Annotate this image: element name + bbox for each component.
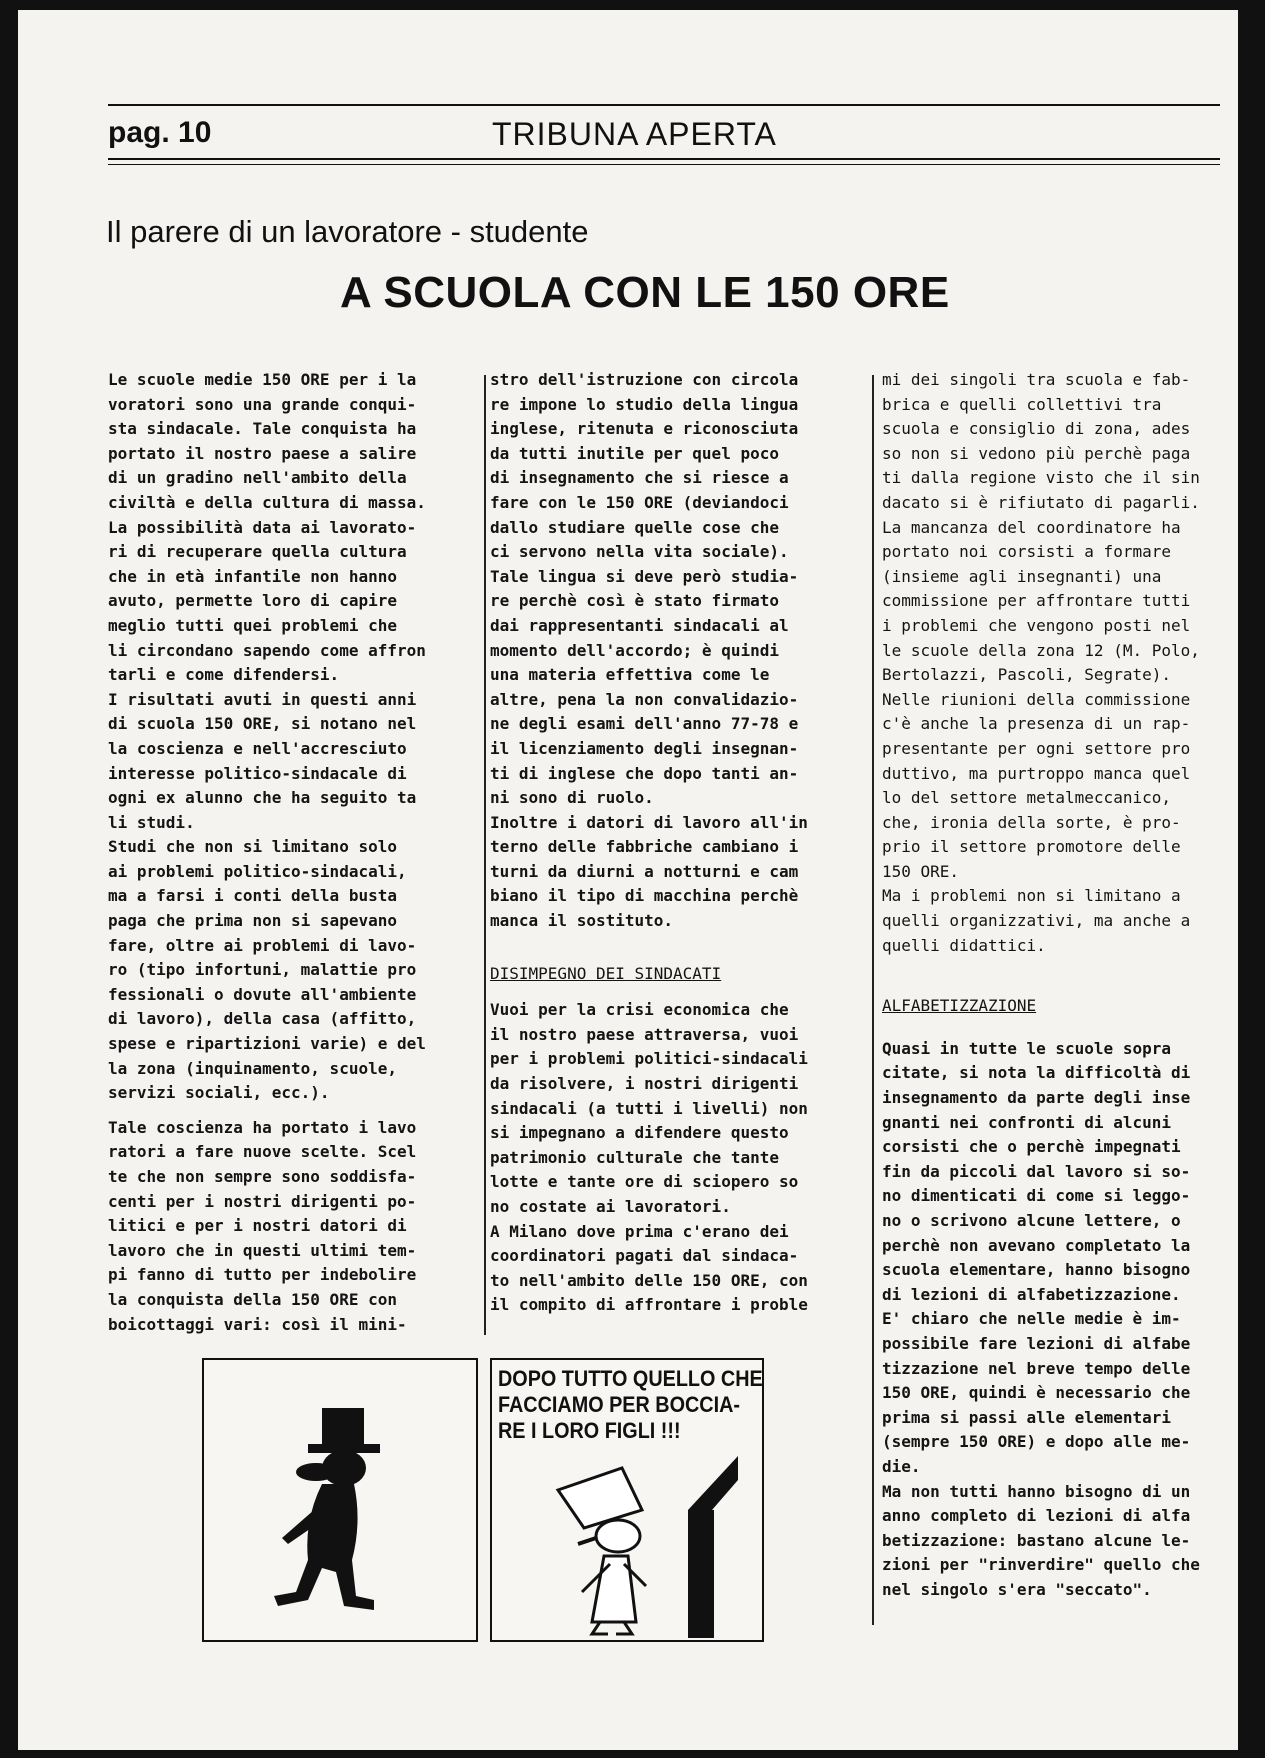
text-line: lo del settore metalmeccanico,: [882, 788, 1171, 808]
cartoon-panel-right: [490, 1358, 764, 1642]
text-line: La mancanza del coordinatore ha: [882, 517, 1181, 537]
text-line: tizzazione nel breve tempo delle: [882, 1358, 1191, 1378]
text-line: dacato si è rifiutato di pagarli.: [882, 492, 1200, 512]
text-line: centi per i nostri dirigenti po-: [108, 1191, 417, 1211]
text-line: di lezioni di alfabetizzazione.: [882, 1284, 1181, 1304]
publication-title: TRIBUNA APERTA: [492, 116, 777, 152]
text-line: sindacali (a tutti i livelli) non: [490, 1098, 808, 1118]
text-line: quelli organizzativi, ma anche a: [882, 911, 1191, 931]
text-line: presentante per ogni settore pro: [882, 738, 1191, 758]
text-line: portato noi corsisti a formare: [882, 542, 1171, 562]
text-line: lavoro che in questi ultimi tem-: [108, 1240, 417, 1260]
text-line: no dimenticati di come si leggo-: [882, 1186, 1191, 1206]
cartoon-figure-illustration: [492, 1360, 762, 1640]
text-line: le scuole della zona 12 (M. Polo,: [882, 640, 1200, 660]
text-line: di un gradino nell'ambito della: [108, 468, 407, 488]
text-line: che in età infantile non hanno: [108, 566, 397, 586]
text-line: Inoltre i datori di lavoro all'in: [490, 812, 808, 832]
text-line: di scuola 150 ORE, si notano nel: [108, 714, 417, 734]
text-line: Bertolazzi, Pascoli, Segrate).: [882, 665, 1171, 685]
text-line: ne degli esami dell'anno 77-78 e: [490, 714, 799, 734]
text-line: 150 ORE, quindi è necessario che: [882, 1383, 1191, 1403]
text-line: 150 ORE.: [882, 861, 960, 881]
text-line: meglio tutti quei problemi che: [108, 615, 397, 635]
text-line: Ma i problemi non si limitano a: [882, 886, 1181, 906]
text-line: (insieme agli insegnanti) una: [882, 566, 1162, 586]
text-line: voratori sono una grande conqui-: [108, 394, 417, 414]
text-line: quelli didattici.: [882, 935, 1046, 955]
text-line: prima si passi alle elementari: [882, 1407, 1171, 1427]
text-line: biano il tipo di macchina perchè: [490, 886, 799, 906]
text-line: ti di inglese che dopo tanti an-: [490, 763, 799, 783]
text-line: avuto, permette loro di capire: [108, 591, 397, 611]
text-line: la conquista della 150 ORE con: [108, 1289, 397, 1309]
text-line: scuola e consiglio di zona, ades: [882, 419, 1191, 439]
text-line: fare con le 150 ORE (deviandoci: [490, 492, 789, 512]
text-line: E' chiaro che nelle medie è im-: [882, 1309, 1181, 1329]
header-top-rule: [108, 104, 1220, 106]
text-line: mi dei singoli tra scuola e fab-: [882, 370, 1191, 389]
text-line: Nelle riunioni della commissione: [882, 689, 1191, 709]
text-line: la coscienza e nell'accresciuto: [108, 738, 407, 758]
text-line: A Milano dove prima c'erano dei: [490, 1221, 789, 1241]
text-line: momento dell'accordo; è quindi: [490, 640, 779, 660]
text-line: Tale lingua si deve però studia-: [490, 566, 799, 586]
text-line: tarli e come difendersi.: [108, 665, 340, 685]
text-line: terno delle fabbriche cambiano i: [490, 837, 799, 857]
text-line: spese e ripartizioni varie) e del: [108, 1034, 426, 1054]
text-line: ri di recuperare quella cultura: [108, 542, 407, 562]
text-line: re impone lo studio della lingua: [490, 394, 799, 414]
text-line: Tale coscienza ha portato i lavo: [108, 1117, 417, 1137]
text-line: possibile fare lezioni di alfabe: [882, 1333, 1191, 1353]
text-line: to nell'ambito delle 150 ORE, con: [490, 1270, 808, 1290]
text-line: portato il nostro paese a salire: [108, 443, 417, 463]
article-column-1: [108, 368, 480, 1337]
section-heading-disimpegno: DISIMPEGNO DEI SINDACATI: [490, 963, 722, 983]
text-line: re perchè così è stato firmato: [490, 591, 779, 611]
text-line: pi fanno di tutto per indebolire: [108, 1265, 417, 1285]
column-1-text-b: [108, 1116, 480, 1337]
text-line: I risultati avuti in questi anni: [108, 689, 417, 709]
text-line: perchè non avevano completato la: [882, 1235, 1191, 1255]
text-line: dallo studiare quelle cose che: [490, 517, 779, 537]
text-line: dai rappresentanti sindacali al: [490, 615, 789, 635]
text-line: servizi sociali, ecc.).: [108, 1083, 330, 1103]
text-line: commissione per affrontare tutti: [882, 591, 1191, 611]
text-line: anno completo di lezioni di alfa: [882, 1506, 1191, 1526]
text-line: manca il sostituto.: [490, 911, 674, 931]
text-line: il compito di affrontare i proble: [490, 1295, 808, 1315]
text-line: interesse politico-sindacale di: [108, 763, 407, 783]
text-line: Quasi in tutte le scuole sopra: [882, 1038, 1171, 1058]
column-3-text-b: [882, 1037, 1242, 1603]
text-line: betizzazione: bastano alcune le-: [882, 1530, 1191, 1550]
text-line: fare, oltre ai problemi di lavo-: [108, 935, 417, 955]
text-line: te che non sempre sono soddisfa-: [108, 1167, 417, 1186]
text-line: ti dalla regione visto che il sin: [882, 468, 1200, 488]
text-line: si impegnano a difendere questo: [490, 1123, 789, 1143]
text-line: paga che prima non si sapevano: [108, 911, 397, 931]
text-line: zioni per "rinverdire" quello che: [882, 1555, 1200, 1575]
text-line: duttivo, ma purtroppo manca quel: [882, 763, 1191, 783]
text-line: insegnamento da parte degli inse: [882, 1088, 1191, 1108]
text-line: ro (tipo infortuni, malattie pro: [108, 960, 417, 980]
text-line: boicottaggi vari: così il mini-: [108, 1314, 407, 1334]
article-column-3: [882, 368, 1242, 1603]
text-line: patrimonio culturale che tante: [490, 1147, 779, 1167]
text-line: inglese, ritenuta e riconosciuta: [490, 419, 799, 439]
silhouette-figure-illustration: [204, 1360, 476, 1640]
article-headline: A SCUOLA CON LE 150 ORE: [340, 268, 950, 317]
column-1-text: [108, 368, 480, 1106]
article-column-2: [490, 368, 862, 1318]
cartoon-caption: DOPO TUTTO QUELLO CHE FACCIAMO PER BOCCIA- RE I LORO FIGLI !!!: [498, 1366, 763, 1443]
text-line: sta sindacale. Tale conquista ha: [108, 419, 417, 439]
text-line: gnanti nei confronti di alcuni: [882, 1112, 1171, 1132]
section-heading-alfabetizzazione: ALFABETIZZAZIONE: [882, 996, 1037, 1016]
text-line: La possibilità data ai lavorato-: [108, 517, 417, 537]
text-line: c'è anche la presenza di un rap-: [882, 714, 1191, 734]
text-line: ci servono nella vita sociale).: [490, 542, 789, 562]
text-line: Le scuole medie 150 ORE per i la: [108, 370, 417, 389]
header-bottom-rule: [108, 158, 1220, 160]
text-line: Studi che non si limitano solo: [108, 837, 397, 857]
text-line: ni sono di ruolo.: [490, 788, 654, 808]
column-3-text: [882, 368, 1242, 958]
text-line: no costate ai lavoratori.: [490, 1197, 731, 1216]
text-line: prio il settore promotore delle: [882, 837, 1181, 857]
text-line: lotte e tante ore di sciopero so: [490, 1172, 799, 1192]
text-line: fessionali o dovute all'ambiente: [108, 984, 417, 1004]
text-line: no o scrivono alcune lettere, o: [882, 1211, 1181, 1230]
text-line: stro dell'istruzione con circola: [490, 370, 799, 389]
text-line: (sempre 150 ORE) e dopo alle me-: [882, 1432, 1191, 1452]
text-line: altre, pena la non convalidazio-: [490, 689, 799, 709]
column-2-text: [490, 368, 862, 934]
text-line: che, ironia della sorte, è pro-: [882, 812, 1181, 832]
column-2-text-b: [490, 998, 862, 1318]
text-line: di lavoro), della casa (affitto,: [108, 1009, 417, 1029]
column-divider-2: [872, 375, 874, 1625]
text-line: il licenziamento degli insegnan-: [490, 738, 799, 758]
text-line: di insegnamento che si riesce a: [490, 468, 789, 488]
page-number: pag. 10: [108, 116, 212, 149]
text-line: brica e quelli collettivi tra: [882, 394, 1162, 414]
text-line: ma a farsi i conti della busta: [108, 886, 397, 906]
text-line: civiltà e della cultura di massa.: [108, 492, 426, 512]
text-line: Vuoi per la crisi economica che: [490, 1000, 789, 1020]
article-kicker: Il parere di un lavoratore - studente: [106, 214, 589, 249]
text-line: die.: [882, 1456, 921, 1476]
text-line: nel singolo s'era "seccato".: [882, 1579, 1152, 1599]
text-line: la zona (inquinamento, scuole,: [108, 1058, 397, 1078]
text-line: litici e per i nostri datori di: [108, 1216, 407, 1236]
text-line: ogni ex alunno che ha seguito ta: [108, 788, 417, 808]
text-line: li circondano sapendo come affron: [108, 640, 426, 660]
text-line: i problemi che vengono posti nel: [882, 615, 1191, 635]
text-line: Ma non tutti hanno bisogno di un: [882, 1481, 1191, 1501]
text-line: fin da piccoli dal lavoro si so-: [882, 1161, 1191, 1181]
text-line: citate, si nota la difficoltà di: [882, 1063, 1191, 1083]
header-bottom-rule-thin: [108, 164, 1220, 165]
text-line: ratori a fare nuove scelte. Scel: [108, 1142, 417, 1162]
text-line: per i problemi politici-sindacali: [490, 1049, 808, 1069]
text-line: turni da diurni a notturni e cam: [490, 861, 799, 881]
cartoon-panel-left: [202, 1358, 478, 1642]
text-line: corsisti che o perchè impegnati: [882, 1137, 1181, 1157]
text-line: il nostro paese attraversa, vuoi: [490, 1024, 799, 1044]
text-line: da tutti inutile per quel poco: [490, 443, 779, 463]
text-line: una materia effettiva come le: [490, 665, 770, 685]
text-line: coordinatori pagati dal sindaca-: [490, 1246, 799, 1266]
text-line: so non si vedono più perchè paga: [882, 443, 1191, 463]
column-divider-1: [484, 375, 486, 1335]
text-line: da risolvere, i nostri dirigenti: [490, 1074, 799, 1094]
text-line: scuola elementare, hanno bisogno: [882, 1260, 1191, 1280]
text-line: ai problemi politico-sindacali,: [108, 861, 407, 881]
text-line: li studi.: [108, 812, 195, 832]
